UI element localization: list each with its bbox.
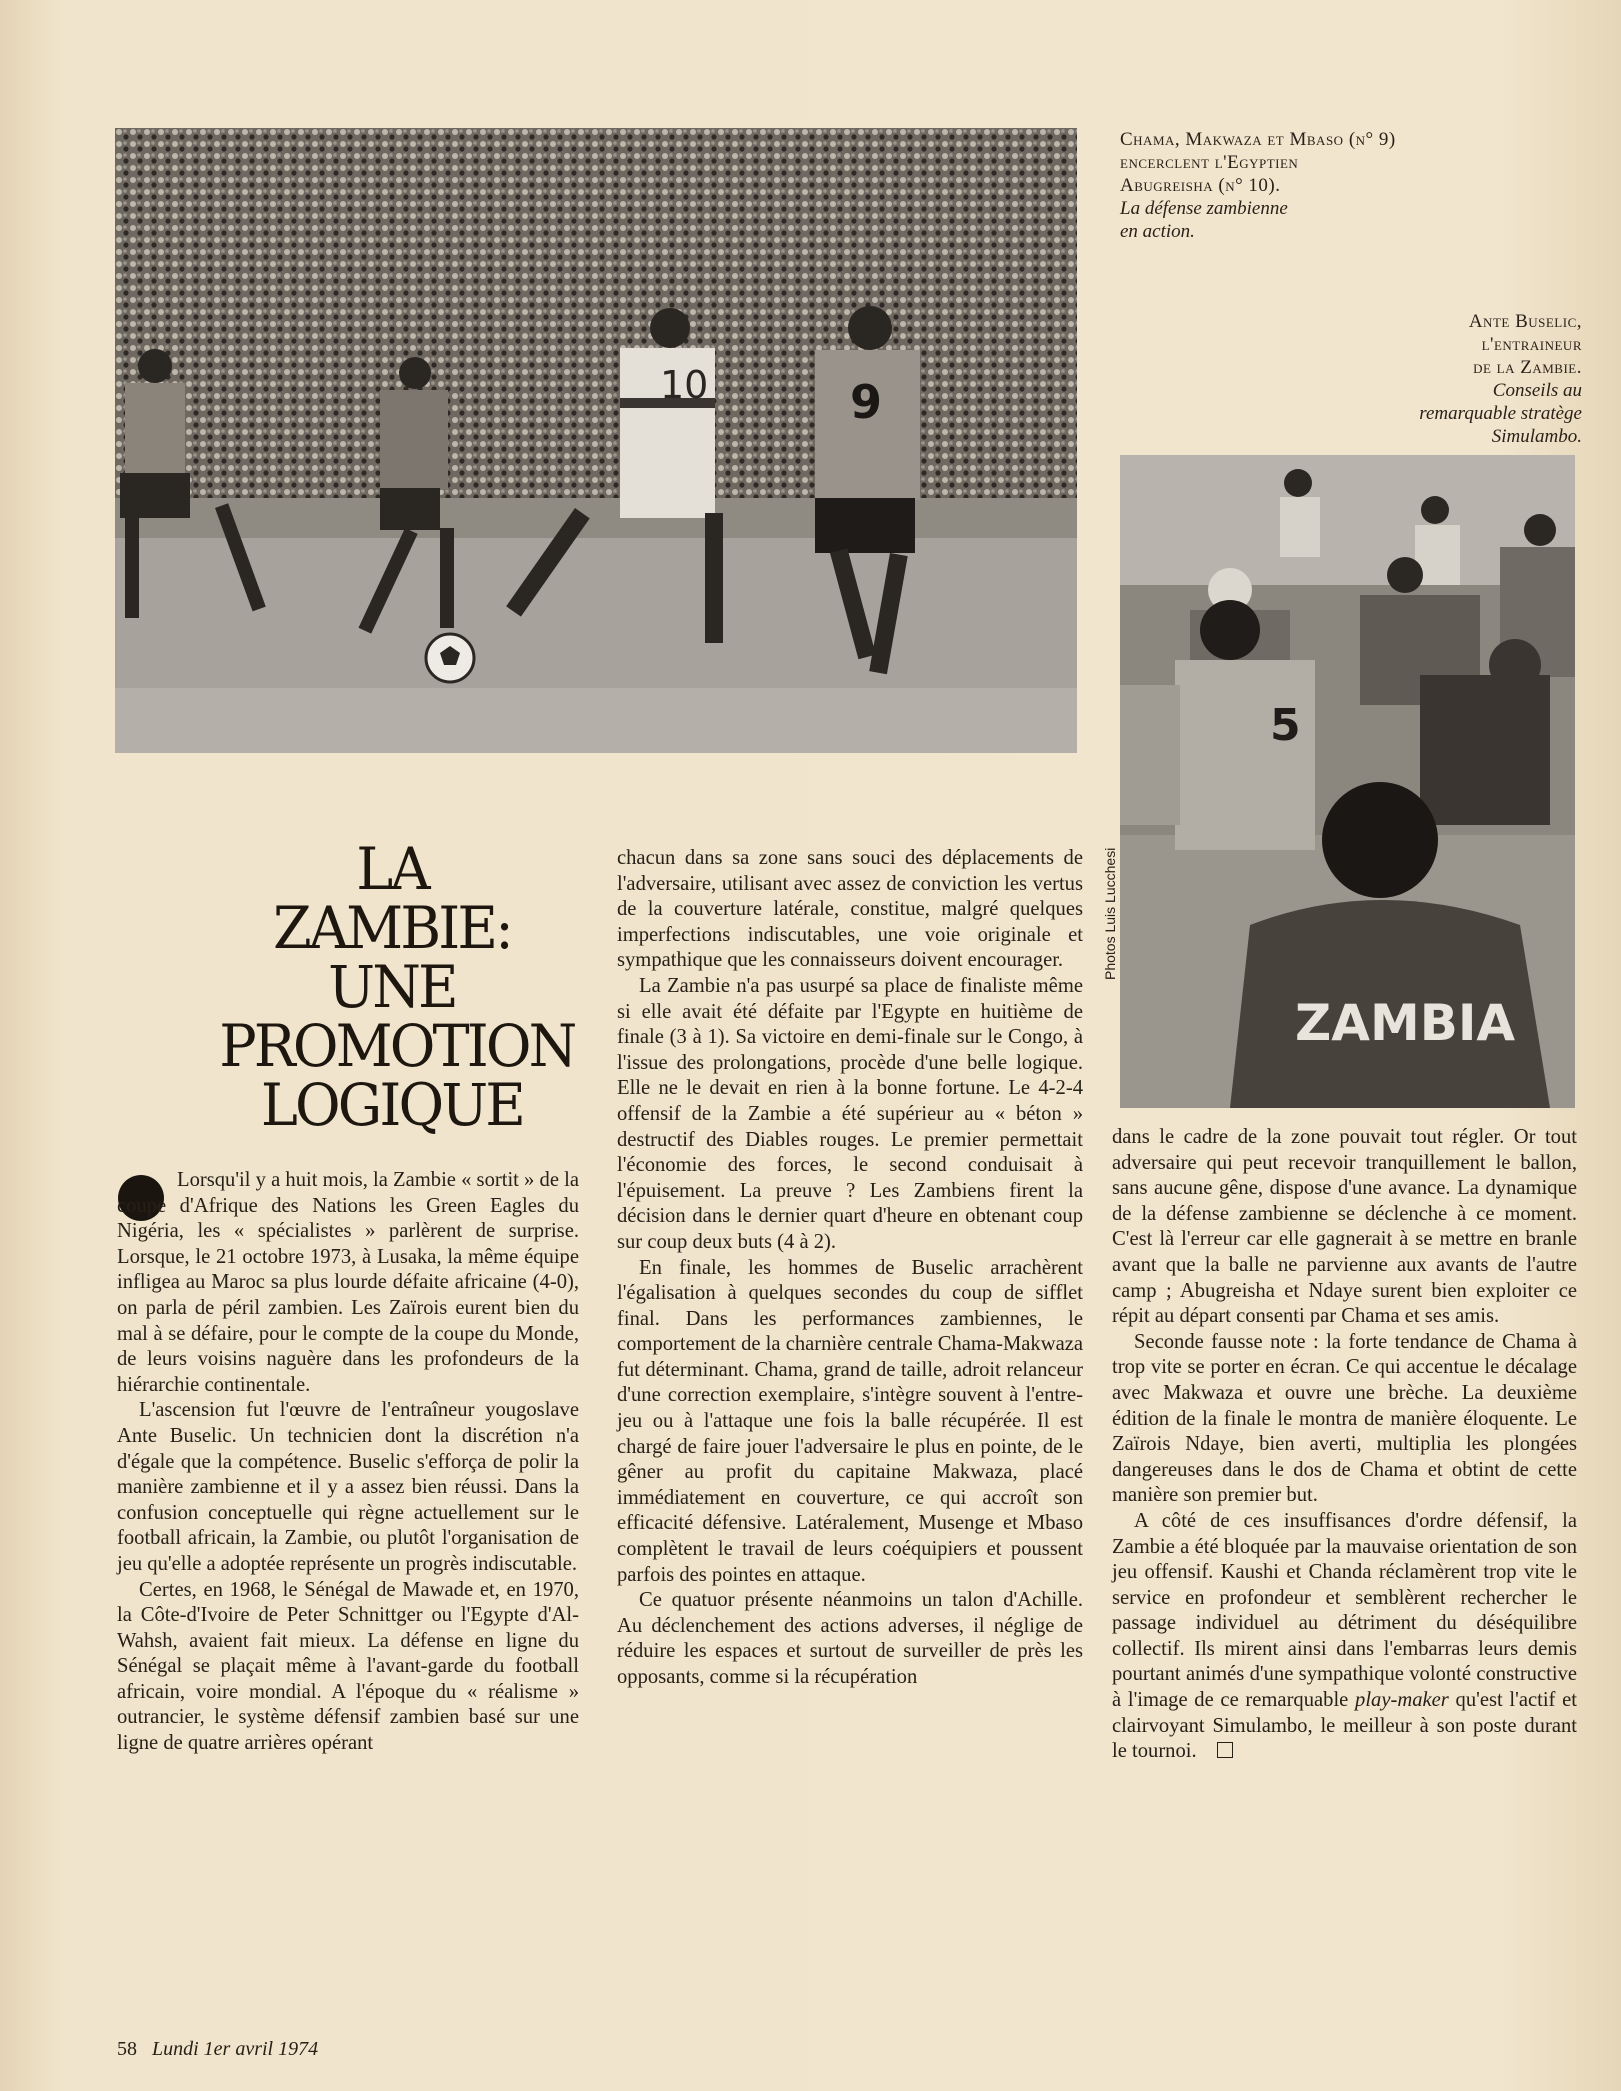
paragraph: chacun dans sa zone sans souci des déplacements de l'adversaire, utilisant avec assez de conviction les vertus de la couverture latérale, constitue, malgré quelques imperfections indiscutables, une voie originale et sympathique que les connaisseurs doivent encourager.	[617, 847, 1083, 972]
jersey-number-10: 10	[660, 363, 709, 407]
caption-match-names-1: Chama, Makwaza et Mbaso (n° 9)	[1120, 129, 1396, 150]
page-number: 58	[117, 2038, 137, 2060]
paragraph	[1112, 1509, 1577, 1765]
page-footer	[117, 2038, 318, 2061]
end-of-article-icon	[1217, 1742, 1233, 1758]
paragraph: Seconde fausse note : la forte tendance de Chama à trop vite se porter en écran. Ce qui accentue le décalage avec Makwaza et ouvre une brèche. La deuxième édition de la finale le montra de manière éloquente. Le Zaïrois Ndaye, bien averti, multiplia les plongées dangereuses dans le dos de Chama et obtint de cette manière son premier but.	[1112, 1330, 1577, 1507]
match-photo	[115, 128, 1077, 753]
photo-credit: Photos Luis Lucchesi	[1102, 847, 1118, 980]
paragraph: En finale, les hommes de Buselic arrachèrent l'égalisation à quelques secondes du coup de sifflet final. Dans les performances zambiennes, le comportement de la charnière centrale Chama-Makwaza fut déterminant. Chama, grand de taille, adroit relanceur d'une correction exemplaire, s'intègre souvent à l'entre-jeu ou à l'attaque une fois la balle récupérée. Il est chargé de faire jouer l'adversaire le plus en pointe, de le gêner au profit du capitaine Makwaza, placé immédiatement en couverture, ce qui accroît son efficacité défensive. Latéralement, Musenge et Mbaso complètent le travail de leurs coéquipiers et poussent parfois des pointes en attaque.	[617, 1256, 1083, 1586]
jersey-number-5: 5	[1270, 700, 1301, 751]
caption-coach-photo	[1300, 310, 1582, 448]
caption-coach-italic-2: remarquable stratège	[1419, 403, 1582, 424]
caption-coach-line-2: l'entraineur	[1481, 334, 1582, 355]
caption-match-italic-1: La défense zambienne	[1120, 198, 1288, 219]
paragraph: dans le cadre de la zone pouvait tout régler. Or tout adversaire qui peut recevoir tranquillement le ballon, sans aucune gêne, dispose d'une avance. La dynamique de la défense zambienne se déclenche à ce moment. C'est là l'erreur car elle gagnerait à se mettre en branle avant que la balle ne parvienne aux avants de l'autre camp ; Abugreisha et Ndaye surent bien exploiter ce répit au départ consenti par Chama et ses amis.	[1112, 1126, 1577, 1328]
article-headline	[219, 835, 575, 1139]
headline-line-5: LOGIQUE	[260, 1071, 524, 1139]
caption-coach-italic-3: Simulambo.	[1491, 426, 1582, 447]
paragraph: La Zambie n'a pas usurpé sa place de finaliste même si elle avait été défaite par l'Egypte en huitième de finale (3 à 1). Sa victoire en demi-finale sur le Congo, à l'issue des prolongations, procède d'une belle logique. Elle ne le devait en rien à la bonne fortune. Le 4-2-4 offensif de la Zambie a été supérieur au « béton » destructif des Diables rouges. Le premier permettait l'économie des forces, le second conduisait à l'épuisement. La preuve ? Les Zambiens firent la décision dans le dernier quart d'heure en obtenant coup sur coup deux buts (4 à 2).	[617, 974, 1083, 1253]
headline-line-3: UNE	[328, 953, 456, 1021]
headline-line-4: PROMOTION	[219, 1012, 575, 1080]
caption-coach-line-1: Ante Buselic,	[1468, 311, 1582, 332]
caption-match-names-3: Abugreisha (n° 10).	[1120, 175, 1281, 196]
paragraph: L'ascension fut l'œuvre de l'entraîneur yougoslave Ante Buselic. Un technicien dont la discrétion n'a d'égale que la compétence. Buselic s'efforça de polir la manière zambienne et il y a assez bien réussi. Dans la confusion conceptuelle qui règne actuellement sur le football africain, la Zambie, ou plutôt l'organisation de jeu qu'elle a adoptée représente un progrès indiscutable.	[117, 1399, 579, 1575]
caption-match-photo	[1120, 128, 1520, 243]
paragraph: Ce quatuor présente néanmoins un talon d'Achille. Au déclenchement des actions adverses, il néglige de réduire les espaces et surtout de surveiller de près les opposants, comme si la récupération	[617, 1589, 1083, 1688]
team-huddle-photo	[1120, 455, 1575, 1108]
headline-line-2: ZAMBIE:	[272, 894, 512, 962]
zambia-jersey-text: ZAMBIA	[1295, 994, 1516, 1052]
article-column-2	[617, 846, 1083, 1691]
jersey-number-9: 9	[850, 375, 883, 429]
issue-date: Lundi 1er avril 1974	[152, 2038, 319, 2060]
paragraph-text: Lorsqu'il y a huit mois, la Zambie « sortit » de la coupe d'Afrique des Nations les Green Eagles du Nigéria, les « spécialistes » parlèrent de surprise. Lorsque, le 21 octobre 1973, à Lusaka, la même équipe infligea au Maroc sa plus lourde défaite africaine (4-0), on parla de péril zambien. Les Zaïrois eurent bien du mal à se défaire, pour le compte de la coupe du Monde, de leurs voisins naguère dans les profondeurs de la hiérarchie continentale.	[117, 1169, 579, 1396]
headline-line-1: LA	[356, 835, 428, 903]
paragraph: Certes, en 1968, le Sénégal de Mawade et, en 1970, la Côte-d'Ivoire de Peter Schnittger ou l'Egypte d'Al-Wahsh, avaient fait mieux. La défense en ligne du Sénégal se plaçait même à l'avant-garde du football africain, voire mondial. A l'époque du « réalisme » outrancier, le système défensif zambien basé sur une ligne de quatre arrières opérant	[117, 1578, 579, 1755]
paragraph-text: qu'est l'actif et clairvoyant Simulambo, le meilleur à son poste durant le tournoi.	[1112, 1689, 1577, 1763]
paragraph-text: A côté de ces insuffisances d'ordre défensif, la Zambie a été bloquée par la mauvaise orientation de son jeu offensif. Kaushi et Chanda réclamèrent trop vite le service en profondeur et semblèrent rechercher le passage individuel au détriment du déséquilibre collectif. Ils mirent ainsi dans l'embarras leurs demis pourtant animés d'une sympathique volonté constructive à l'image de ce remarquable	[1112, 1509, 1577, 1712]
paragraph	[117, 1168, 579, 1398]
caption-match-names-2: encerclent l'Egyptien	[1120, 152, 1299, 173]
caption-match-italic-2: en action.	[1120, 221, 1195, 242]
caption-coach-line-3: de la Zambie.	[1473, 357, 1582, 378]
italic-term: play-maker	[1355, 1689, 1449, 1712]
article-column-1	[117, 1168, 579, 1757]
article-column-3	[1112, 1125, 1577, 1765]
caption-coach-italic-1: Conseils au	[1492, 380, 1582, 401]
